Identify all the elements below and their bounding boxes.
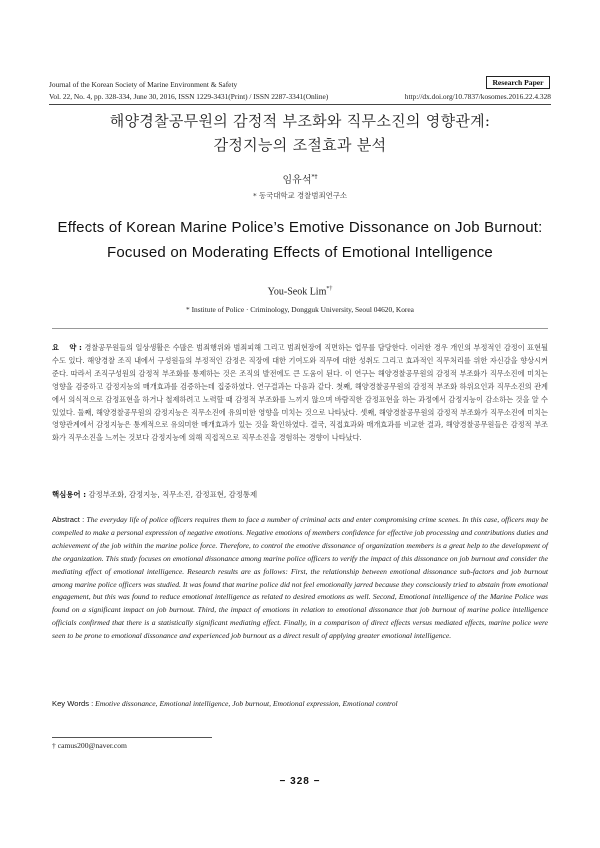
abstract-en-text: The everyday life of police officers requires them to face a number of criminal acts and enter compromising crime scenes. In this case, officers may be compelled to make a personal expression of negative emotions. Negative emotions of members confidence for effective job processing and contributions duties and achievement of the job within the marine police force. Therefore, to control the emotive dissonance of organization members is a great help to the development of the organization. This study focuses on emotional dissonance among marine police officers to verify the impact of this dissonance on job burnout and consider the mediating effect of emotional intelligence. Research results are as follows: First, the relationship between emotional dissonance sub-factors and job burnout among marine police officers was studied. It was found that marine police did not feel emotionally jarred because they consciously tried to abstain from emotional engagement, but this was found to reduce emotional intelligence as related to desired emotions as well. Second, Emotional intelligence of the Marine Police was found on a significant impact on job burnout. Third, the impact of emotions in relation to emotional dissonance that job burnout of marine police intelligence officials confirmed that there is a statistically significant mediating effect. Finally, in a comparison of direct effects versus mediated effects, marine police were seen to be prone to emotional dissonance and experienced job burnout as a direct result of applying greater emotional intelligence. — [52, 515, 549, 641]
footnote — [52, 741, 127, 750]
keywords-en-text: Emotive dissonance, Emotional intelligence, Job burnout, Emotional expression, Emotional control — [95, 699, 398, 708]
keywords-ko-text: 감정부조화, 감정지능, 직무소진, 감정표현, 감정통제 — [88, 490, 258, 499]
author-ko-name: 임유석 — [282, 175, 312, 186]
abstract-en — [52, 514, 548, 643]
footnote-rule — [52, 737, 212, 738]
doi-link[interactable]: http://dx.doi.org/10.7837/kosomes.2016.22.4.328 — [404, 92, 551, 101]
keywords-ko — [52, 489, 257, 500]
author-ko-mark: *† — [311, 173, 318, 181]
affiliation-ko: * 동국대학교 경찰범죄연구소 — [252, 191, 348, 200]
author-en — [0, 286, 600, 297]
author-ko — [0, 171, 600, 186]
footnote-mark: † — [52, 741, 56, 750]
author-en-mark: *† — [326, 286, 333, 292]
abstract-en-label: Abstract : — [52, 515, 85, 524]
title-en-line1: Effects of Korean Marine Police’s Emotive Dissonance on Job Burnout: — [57, 219, 543, 236]
abstract-ko — [52, 342, 548, 445]
section-rule — [52, 328, 548, 329]
research-paper-badge: Research Paper — [486, 76, 550, 89]
title-ko-line1: 해양경찰공무원의 감정적 부조화와 직무소진의 영향관계: — [109, 112, 491, 130]
title-en-line2: Focused on Moderating Effects of Emotional Intelligence — [107, 244, 493, 261]
journal-name: Journal of the Korean Society of Marine Environment & Safety — [49, 80, 238, 89]
affiliation-en: * Institute of Police · Criminology, Dongguk University, Seoul 04620, Korea — [186, 305, 414, 314]
keywords-ko-label: 핵심용어 : — [52, 490, 87, 499]
author-en-name: You-Seok Lim — [267, 286, 327, 298]
abstract-ko-label: 요 약 : — [52, 343, 82, 352]
footnote-email[interactable]: camus200@naver.com — [57, 741, 127, 750]
page-number: − 328 − — [279, 776, 321, 787]
keywords-en-label: Key Words : — [52, 699, 94, 708]
volume-info: Vol. 22, No. 4, pp. 328-334, June 30, 2016, ISSN 1229-3431(Print) / ISSN 2287-3341(Online) — [49, 92, 329, 101]
header-rule — [49, 104, 551, 105]
title-ko-line2: 감정지능의 조절효과 분석 — [213, 136, 387, 154]
abstract-ko-text: 경찰공무원들의 일상생활은 수많은 범죄행위와 범죄피해 그리고 범죄현장에 직면하는 업무를 담당한다. 이러한 경우 개인의 부정적인 감정이 표현될 수도 있다. 해양경찰 조직 내에서 구성원들의 부정적인 감정은 직장에 대한 기여도와 직무에 대한 성취도 그리고 효과적인 직무처리를 위한 자신감을 향상시켜 준다. 따라서 조직구성원의 감정적 부조화를 통제하는 것은 조직의 발전에도 큰 도움이 된다. 이 연구는 해양경찰공무원의 감정적 부조화가 직무소진에 미치는 영향을 검증하고 감정지능의 매개효과를 검증하는데 집중하였다. 연구결과는 다음과 같다. 첫째, 해양경찰공무원의 감정적 부조화 하위요인과 직무소진의 관계에서 의식적으로 감정표현을 하거나 철제하려고 노력할 때 감정적 부조화를 느끼지 않으며 바람직한 감정표현을 하는 과정에서 감정지능이 감소하는 것을 알 수 있었다. 둘째, 해양경찰공무원의 감정지능은 직무소진에 유의미한 영향을 미치는 것으로 나타났다. 셋째, 해양경찰공무원의 감정적 부조화가 직무소진에 미치는 영향관계에서 감정지능은 통계적으로 유의미한 매개효과가 있는 것을 확인하였다. 결국, 직접효과와 매개효과를 비교한 결과, 해양경찰공무원들은 감정적 부조화가 직무소진을 느끼는 것보다 감정지능에 의해 직접적으로 직무소진을 경험하는 경향이 나타났다. — [52, 343, 549, 443]
keywords-en — [52, 699, 398, 708]
